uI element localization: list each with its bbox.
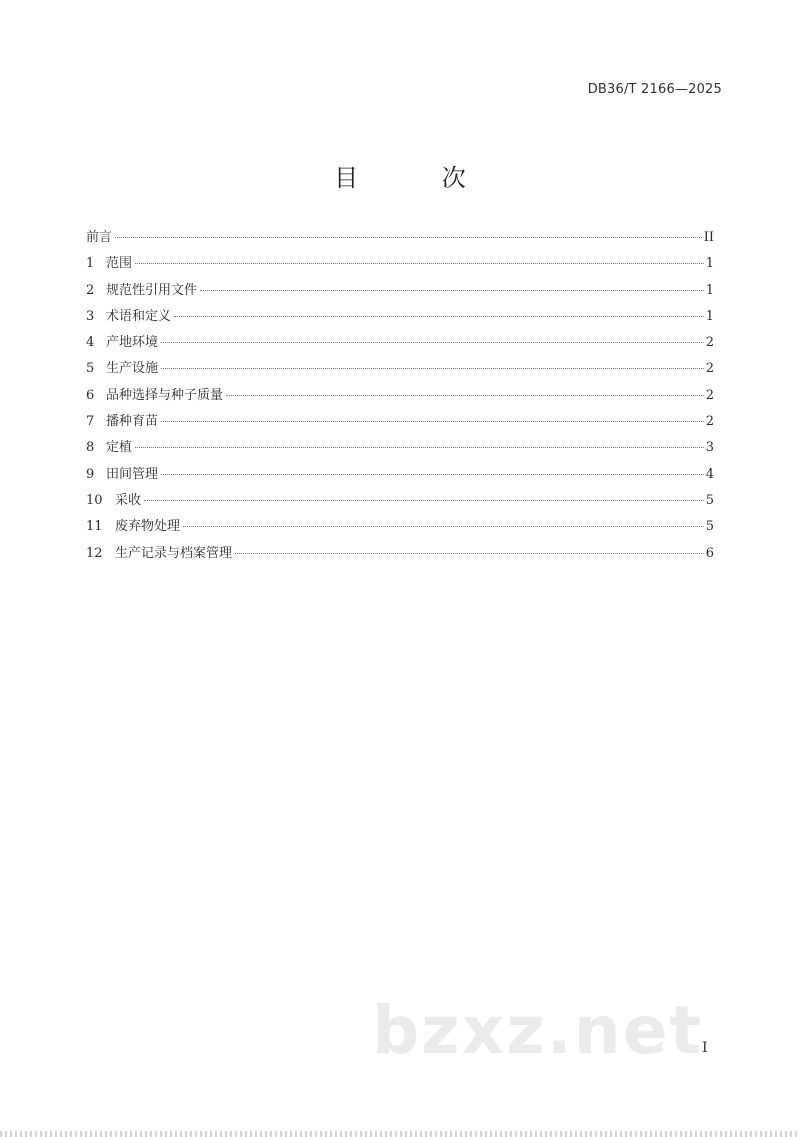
toc-entry-page: 6 [705,545,714,561]
toc-dot-leader [200,290,704,291]
toc-list [86,228,714,570]
toc-entry-title: 采收 [115,492,142,508]
toc-entry-3[interactable] [86,307,714,333]
toc-entry-number: 1 [86,256,95,272]
toc-entry-6[interactable] [86,386,714,412]
toc-dot-leader [226,395,704,396]
toc-entry-title: 术语和定义 [106,308,172,324]
toc-entry-title: 定植 [106,440,133,456]
toc-entry-title: 废弃物处理 [115,519,181,535]
toc-entry-number: 8 [86,440,95,456]
toc-entry-page: 2 [705,361,714,377]
toc-entry-foreword[interactable] [86,228,714,254]
toc-entry-page: 1 [705,308,714,324]
toc-entry-page: 3 [705,440,714,456]
document-code: DB36/T 2166—2025 [587,82,722,97]
toc-dot-leader [115,237,702,238]
toc-entry-11[interactable] [86,517,714,543]
toc-entry-4[interactable] [86,333,714,359]
toc-entry-title: 产地环境 [106,335,159,351]
toc-entry-number: 5 [86,361,95,377]
page-number: I [702,1040,708,1056]
toc-dot-leader [161,474,704,475]
toc-entry-7[interactable] [86,412,714,438]
toc-dot-leader [135,263,704,264]
toc-entry-number: 11 [86,519,103,535]
toc-entry-page: 5 [705,492,714,508]
toc-entry-number: 4 [86,335,95,351]
toc-entry-page: 2 [705,387,714,403]
toc-entry-page: II [703,230,714,245]
toc-entry-title: 前言 [86,230,113,245]
toc-entry-number: 10 [86,492,103,508]
toc-title: 目 次 [334,164,504,192]
toc-dot-leader [183,526,704,527]
toc-dot-leader [161,421,704,422]
toc-entry-title: 田间管理 [106,466,159,482]
toc-entry-1[interactable] [86,254,714,280]
toc-dot-leader [144,500,704,501]
toc-entry-page: 2 [705,335,714,351]
toc-entry-title: 播种育苗 [106,414,159,430]
toc-entry-title: 生产设施 [106,361,159,377]
toc-entry-page: 1 [705,256,714,272]
toc-entry-page: 1 [705,282,714,298]
toc-entry-5[interactable] [86,359,714,385]
toc-entry-title: 范围 [106,256,133,272]
toc-entry-10[interactable] [86,491,714,517]
toc-entry-9[interactable] [86,465,714,491]
toc-dot-leader [174,316,704,317]
toc-entry-title: 生产记录与档案管理 [115,545,233,561]
toc-entry-number: 6 [86,387,95,403]
toc-entry-number: 9 [86,466,95,482]
toc-entry-12[interactable] [86,544,714,570]
toc-entry-page: 5 [705,519,714,535]
toc-dot-leader [135,447,704,448]
toc-entry-title: 规范性引用文件 [106,282,198,298]
toc-entry-2[interactable] [86,281,714,307]
toc-entry-8[interactable] [86,438,714,464]
watermark: bzxz.net [372,992,704,1069]
toc-entry-page: 2 [705,414,714,430]
toc-entry-number: 2 [86,282,95,298]
toc-entry-title: 品种选择与种子质量 [106,387,224,403]
toc-dot-leader [161,342,704,343]
toc-entry-number: 3 [86,308,95,324]
toc-dot-leader [161,368,704,369]
toc-dot-leader [235,553,704,554]
toc-entry-page: 4 [705,466,714,482]
toc-entry-number: 7 [86,414,95,430]
page-bottom-edge [0,1131,800,1137]
toc-entry-number: 12 [86,545,103,561]
